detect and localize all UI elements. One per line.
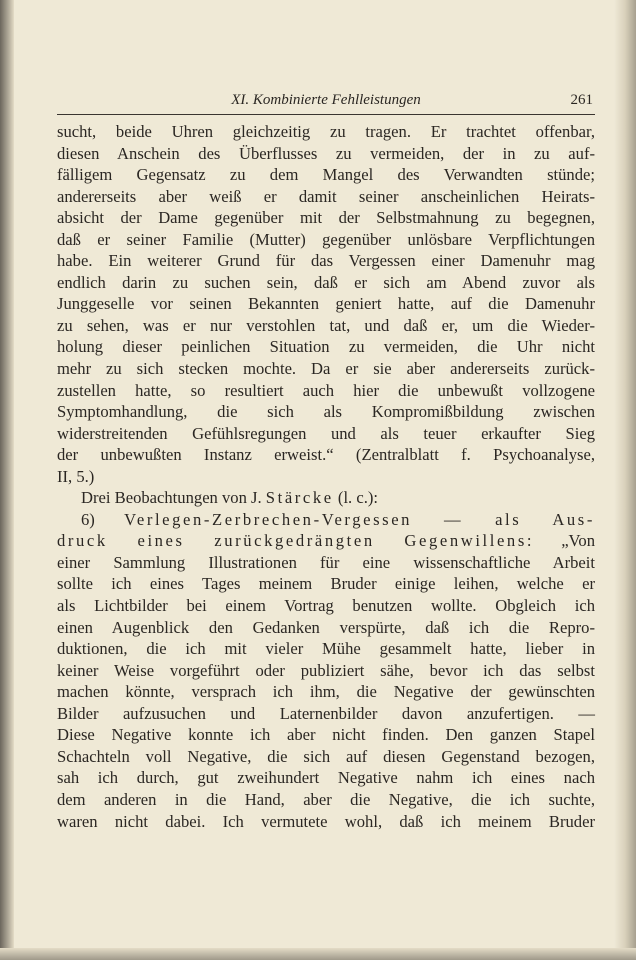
text-line: [57, 143, 595, 165]
text-segment: habe. Ein weiterer Grund für das Vergessen einer Damenuhr mag: [57, 251, 595, 271]
text-line: [57, 121, 595, 143]
text-line: [57, 530, 595, 552]
text-segment: Diese Negative konnte ich aber nicht finden. Den ganzen Stapel: [57, 725, 595, 745]
text-line: [57, 767, 595, 789]
text-segment: sah ich durch, gut zweihundert Negative nahm ich eines nach: [57, 768, 595, 788]
text-line: [57, 164, 595, 186]
text-line: [57, 595, 595, 617]
text-segment: Schachteln voll Negative, die sich auf diesen Gegenstand bezogen,: [57, 746, 595, 766]
text-segment: keiner Weise vorgeführt oder publiziert sähe, bevor ich das selbst: [57, 660, 595, 680]
text-segment: einen Augenblick den Gedanken verspürte, daß ich die Repro-: [57, 617, 595, 637]
text-segment: Drei Beobachtungen von J.: [81, 488, 266, 508]
text-line: [57, 746, 595, 768]
text-segment: holung dieser peinlichen Situation zu vermeiden, die Uhr nicht: [57, 337, 595, 357]
text-line: [57, 444, 595, 466]
text-line: [57, 272, 595, 294]
text-segment: diesen Anschein des Überflusses zu vermeiden, der in zu auf-: [57, 143, 595, 163]
text-segment: waren nicht dabei. Ich vermutete wohl, daß ich meinem Bruder: [57, 811, 595, 831]
text-line: [57, 703, 595, 725]
text-line: [57, 336, 595, 358]
text-line: [57, 186, 595, 208]
text-line: [57, 250, 595, 272]
text-line: [57, 681, 595, 703]
page-edge-left: [0, 0, 14, 960]
text-line: [57, 423, 595, 445]
text-line: [57, 638, 595, 660]
text-segment: dem anderen in die Hand, aber die Negative, die ich suchte,: [57, 789, 595, 809]
text-line: [57, 466, 595, 488]
text-line: [57, 660, 595, 682]
text-segment: zu sehen, was er nur verstohlen tat, und daß er, um die Wieder-: [57, 315, 595, 335]
spaced-emphasis-text: druck eines zurückgedrängten Gegenwillens:: [57, 531, 535, 551]
text-line: [57, 358, 595, 380]
text-segment: widerstreitenden Gefühlsregungen und als teuer erkaufter Sieg: [57, 423, 595, 443]
text-segment: andererseits aber weiß er damit seiner anscheinlichen Heirats-: [57, 186, 595, 206]
text-line: [57, 789, 595, 811]
text-segment: Junggeselle vor seinen Bekannten geniert hatte, auf die Damenuhr: [57, 294, 595, 314]
text-line: [57, 293, 595, 315]
text-segment: daß er seiner Familie (Mutter) gegenüber unlösbare Verpflichtungen: [57, 229, 595, 249]
text-segment: einer Sammlung Illustrationen für eine wissenschaftliche Arbeit: [57, 552, 595, 572]
text-segment: der unbewußten Instanz erweist.“ (Zentralblatt f. Psychoanalyse,: [57, 445, 595, 465]
text-segment: Symptomhandlung, die sich als Kompromißbildung zwischen: [57, 402, 595, 422]
text-segment: sucht, beide Uhren gleichzeitig zu tragen. Er trachtet offenbar,: [57, 122, 595, 141]
page-edge-right: [614, 0, 636, 960]
text-segment: absicht der Dame gegenüber mit der Selbstmahnung zu begegnen,: [57, 208, 595, 228]
text-line: [57, 229, 595, 251]
text-line: [57, 509, 595, 531]
text-line: [57, 401, 595, 423]
text-segment: machen könnte, versprach ich ihm, die Negative der gewünschten: [57, 682, 595, 702]
text-segment: duktionen, die ich mit vieler Mühe gesammelt hatte, lieber in: [57, 639, 595, 659]
chapter-title: XI. Kombinierte Fehlleistungen: [231, 92, 421, 108]
text-line: [57, 207, 595, 229]
text-line: [57, 315, 595, 337]
text-segment: 6): [81, 509, 125, 529]
text-segment: fälligem Gegensatz zu dem Mangel des Verwandten stünde;: [57, 165, 595, 185]
text-line: [57, 380, 595, 402]
text-segment: Bilder aufzusuchen und Laternenbilder davon anzufertigen. —: [57, 703, 595, 723]
spaced-emphasis-text: Verlegen-Zerbrechen-Vergessen — als Aus-: [124, 509, 595, 529]
text-segment: endlich darin zu suchen sein, daß er sich am Abend zuvor als: [57, 272, 595, 292]
text-line: [57, 573, 595, 595]
text-segment: „Von: [534, 531, 595, 551]
running-header: [57, 90, 595, 115]
page-edge-bottom: [0, 948, 636, 960]
text-line: [57, 487, 595, 509]
text-segment: II, 5.): [57, 466, 95, 486]
body-text: [57, 121, 595, 832]
text-segment: (l. c.):: [333, 488, 378, 508]
text-line: [57, 724, 595, 746]
page-number: 261: [570, 92, 593, 108]
text-segment: mehr zu sich stecken mochte. Da er sie aber andererseits zurück-: [57, 359, 595, 379]
text-line: [57, 552, 595, 574]
spaced-emphasis-text: Stärcke: [265, 488, 334, 508]
text-line: [57, 811, 595, 833]
text-segment: sollte ich eines Tages meinem Bruder einige leihen, welche er: [57, 574, 595, 594]
text-segment: zustellen hatte, so resultiert auch hier die unbewußt vollzogene: [57, 380, 595, 400]
text-segment: als Lichtbilder bei einem Vortrag benutzen wollte. Obgleich ich: [57, 596, 595, 616]
text-line: [57, 617, 595, 639]
